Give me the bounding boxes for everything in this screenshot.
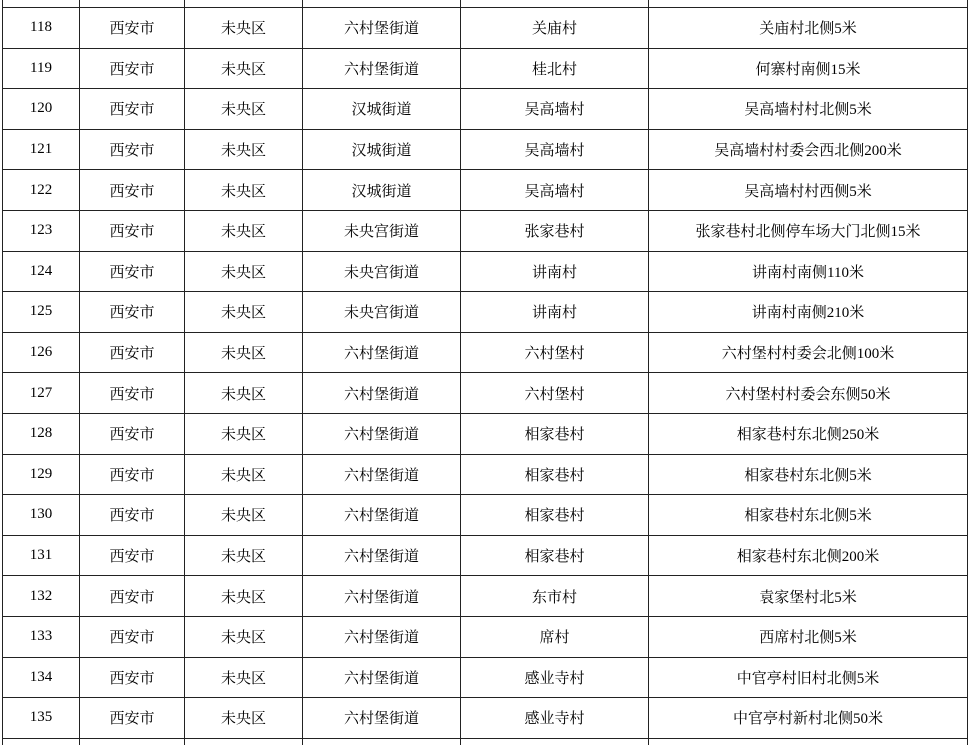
table-row	[3, 698, 968, 739]
street-cell: 六村堡街道	[303, 657, 461, 698]
district-cell: 未央区	[185, 495, 303, 536]
location-cell: 相家巷村东北侧250米	[649, 413, 968, 454]
village-cell: 吴高墙村	[461, 129, 649, 170]
location-cell: 六村堡村村委会北侧100米	[649, 332, 968, 373]
city-cell: 西安市	[80, 48, 185, 89]
village-cell: 相家巷村	[461, 454, 649, 495]
village-cell: 关庙村	[461, 8, 649, 49]
street-cell: 六村堡街道	[303, 8, 461, 49]
table-row	[3, 616, 968, 657]
row-number-cell: 124	[3, 251, 80, 292]
street-cell: 六村堡街道	[303, 616, 461, 657]
row-number-cell: 125	[3, 292, 80, 333]
location-cell: 关庙村北侧5米	[649, 8, 968, 49]
village-cell: 吴高墙村	[461, 89, 649, 130]
district-cell: 未央区	[185, 657, 303, 698]
row-number-cell: 133	[3, 616, 80, 657]
city-cell: 西安市	[80, 210, 185, 251]
village-cell: 相家巷村	[461, 413, 649, 454]
village-cell: 相家巷村	[461, 495, 649, 536]
village-cell: 感业寺村	[461, 698, 649, 739]
city-cell: 西安市	[80, 576, 185, 617]
street-cell: 六村堡街道	[303, 576, 461, 617]
location-cell: 中官亭村旧村北侧5米	[649, 657, 968, 698]
city-cell: 西安市	[80, 657, 185, 698]
district-cell: 未央区	[185, 8, 303, 49]
street-cell: 六村堡街道	[303, 373, 461, 414]
city-cell: 西安市	[80, 332, 185, 373]
clipped-row-top	[3, 0, 968, 8]
village-cell: 讲南村	[461, 251, 649, 292]
table-row	[3, 8, 968, 49]
district-cell: 未央区	[185, 251, 303, 292]
village-cell: 六村堡村	[461, 332, 649, 373]
street-cell: 六村堡街道	[303, 698, 461, 739]
street-cell: 未央宫街道	[303, 292, 461, 333]
row-number-cell: 118	[3, 8, 80, 49]
district-cell: 未央区	[185, 129, 303, 170]
location-cell: 吴高墙村村委会西北侧200米	[649, 129, 968, 170]
location-cell: 相家巷村东北侧5米	[649, 495, 968, 536]
street-cell: 汉城街道	[303, 170, 461, 211]
village-cell: 吴高墙村	[461, 170, 649, 211]
table-row	[3, 657, 968, 698]
district-cell: 未央区	[185, 413, 303, 454]
table-row	[3, 210, 968, 251]
table-row	[3, 332, 968, 373]
clipped-row-bottom	[3, 738, 968, 745]
row-number-cell: 130	[3, 495, 80, 536]
street-cell: 汉城街道	[303, 89, 461, 130]
city-cell: 西安市	[80, 129, 185, 170]
table-row	[3, 170, 968, 211]
district-cell: 未央区	[185, 48, 303, 89]
table-row	[3, 576, 968, 617]
row-number-cell: 129	[3, 454, 80, 495]
village-cell: 席村	[461, 616, 649, 657]
table-row	[3, 129, 968, 170]
city-cell: 西安市	[80, 698, 185, 739]
city-cell: 西安市	[80, 413, 185, 454]
table-row	[3, 373, 968, 414]
row-number-cell: 123	[3, 210, 80, 251]
row-number-cell: 119	[3, 48, 80, 89]
table-row	[3, 292, 968, 333]
location-cell: 吴高墙村村北侧5米	[649, 89, 968, 130]
location-cell: 西席村北侧5米	[649, 616, 968, 657]
table-row	[3, 251, 968, 292]
row-number-cell: 135	[3, 698, 80, 739]
village-cell: 六村堡村	[461, 373, 649, 414]
location-cell: 张家巷村北侧停车场大门北侧15米	[649, 210, 968, 251]
street-cell: 未央宫街道	[303, 251, 461, 292]
row-number-cell: 127	[3, 373, 80, 414]
row-number-cell: 132	[3, 576, 80, 617]
city-cell: 西安市	[80, 89, 185, 130]
district-cell: 未央区	[185, 535, 303, 576]
row-number-cell: 128	[3, 413, 80, 454]
location-cell: 相家巷村东北侧200米	[649, 535, 968, 576]
village-cell: 桂北村	[461, 48, 649, 89]
location-table	[2, 0, 968, 745]
district-cell: 未央区	[185, 332, 303, 373]
location-cell: 吴高墙村村西侧5米	[649, 170, 968, 211]
row-number-cell: 134	[3, 657, 80, 698]
table-row	[3, 535, 968, 576]
location-cell: 讲南村南侧110米	[649, 251, 968, 292]
city-cell: 西安市	[80, 170, 185, 211]
street-cell: 六村堡街道	[303, 495, 461, 536]
location-cell: 袁家堡村北5米	[649, 576, 968, 617]
street-cell: 汉城街道	[303, 129, 461, 170]
city-cell: 西安市	[80, 373, 185, 414]
street-cell: 未央宫街道	[303, 210, 461, 251]
table-row	[3, 48, 968, 89]
district-cell: 未央区	[185, 170, 303, 211]
row-number-cell: 121	[3, 129, 80, 170]
table-row	[3, 454, 968, 495]
table-row	[3, 495, 968, 536]
city-cell: 西安市	[80, 251, 185, 292]
table-row	[3, 413, 968, 454]
village-cell: 相家巷村	[461, 535, 649, 576]
location-cell: 何寨村南侧15米	[649, 48, 968, 89]
district-cell: 未央区	[185, 698, 303, 739]
district-cell: 未央区	[185, 454, 303, 495]
row-number-cell: 122	[3, 170, 80, 211]
city-cell: 西安市	[80, 454, 185, 495]
street-cell: 六村堡街道	[303, 332, 461, 373]
district-cell: 未央区	[185, 89, 303, 130]
location-cell: 相家巷村东北侧5米	[649, 454, 968, 495]
city-cell: 西安市	[80, 535, 185, 576]
city-cell: 西安市	[80, 8, 185, 49]
district-cell: 未央区	[185, 292, 303, 333]
row-number-cell: 120	[3, 89, 80, 130]
city-cell: 西安市	[80, 292, 185, 333]
village-cell: 讲南村	[461, 292, 649, 333]
village-cell: 张家巷村	[461, 210, 649, 251]
district-cell: 未央区	[185, 616, 303, 657]
street-cell: 六村堡街道	[303, 48, 461, 89]
district-cell: 未央区	[185, 373, 303, 414]
table-row	[3, 89, 968, 130]
row-number-cell: 131	[3, 535, 80, 576]
street-cell: 六村堡街道	[303, 413, 461, 454]
table-body	[3, 0, 968, 745]
row-number-cell: 126	[3, 332, 80, 373]
city-cell: 西安市	[80, 495, 185, 536]
location-cell: 中官亭村新村北侧50米	[649, 698, 968, 739]
street-cell: 六村堡街道	[303, 535, 461, 576]
location-cell: 六村堡村村委会东侧50米	[649, 373, 968, 414]
location-cell: 讲南村南侧210米	[649, 292, 968, 333]
district-cell: 未央区	[185, 210, 303, 251]
street-cell: 六村堡街道	[303, 454, 461, 495]
district-cell: 未央区	[185, 576, 303, 617]
city-cell: 西安市	[80, 616, 185, 657]
village-cell: 东市村	[461, 576, 649, 617]
village-cell: 感业寺村	[461, 657, 649, 698]
